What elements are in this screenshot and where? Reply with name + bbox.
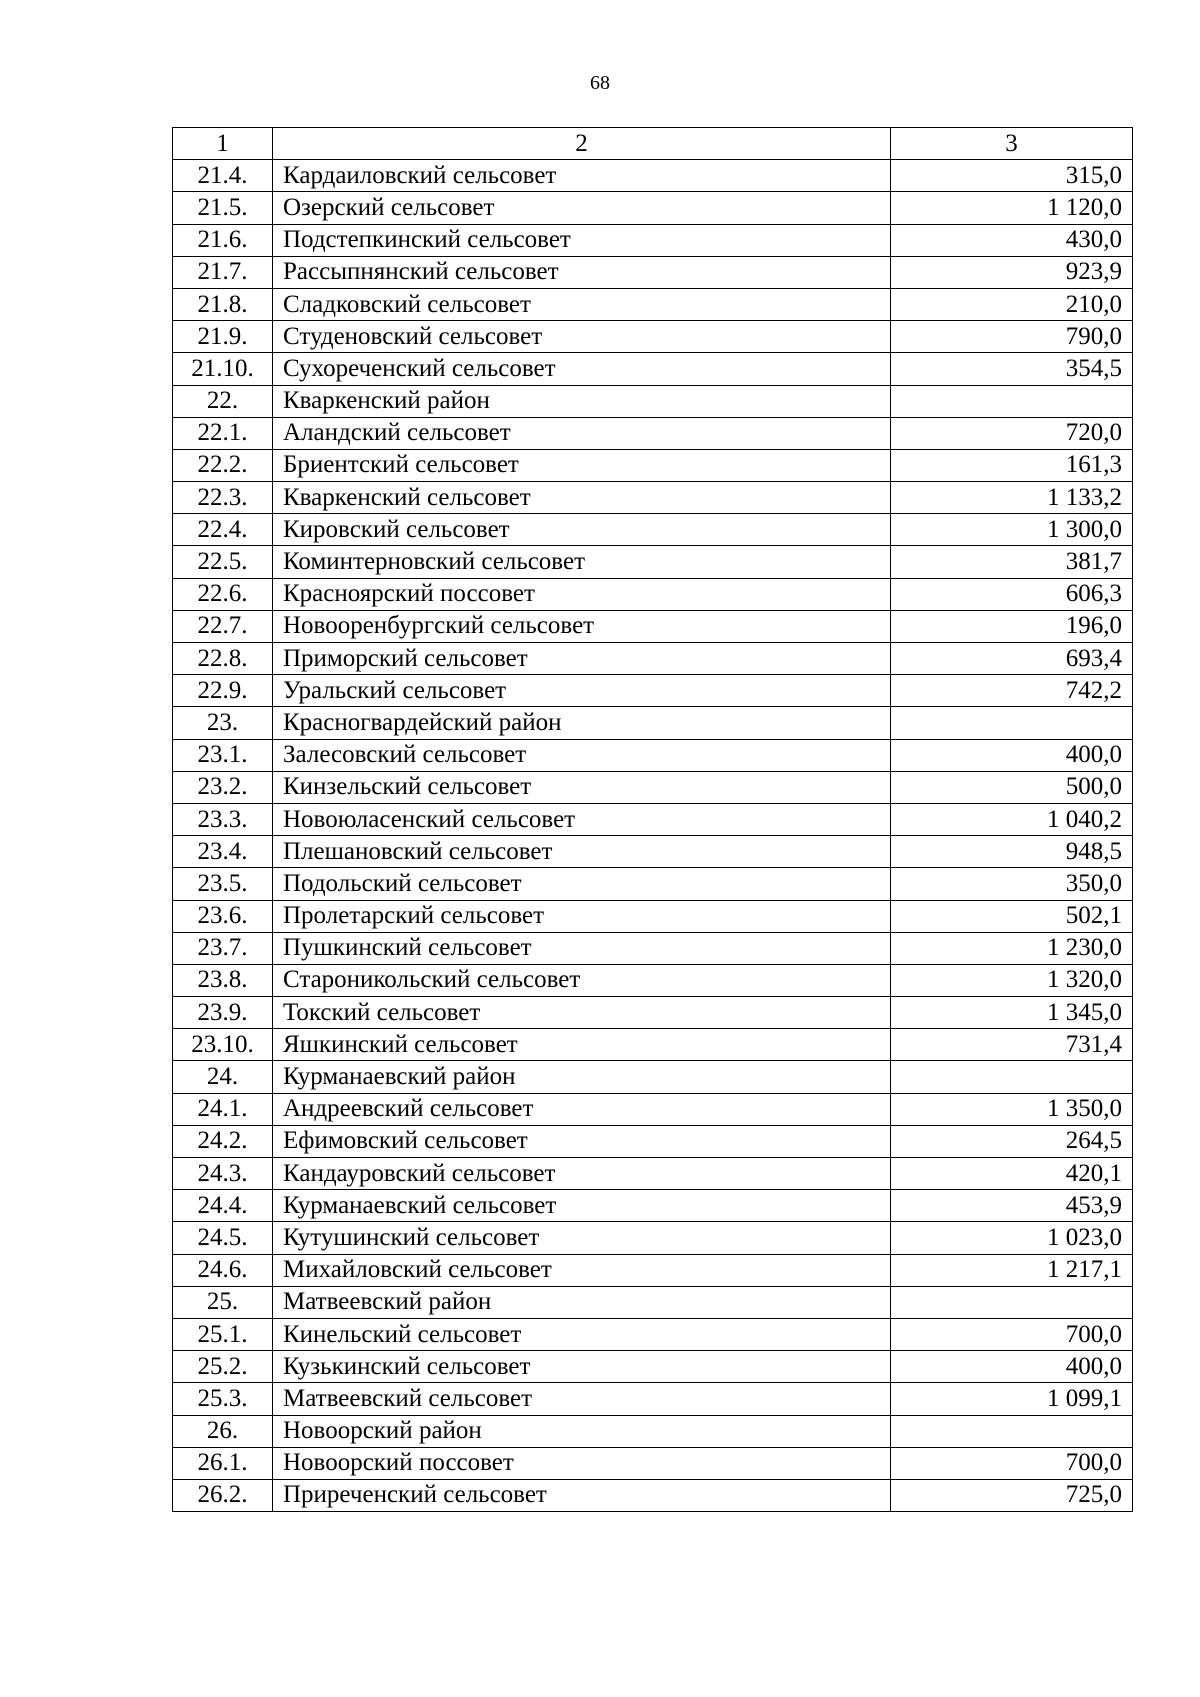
row-number: 21.6. <box>173 224 273 256</box>
row-number: 26.1. <box>173 1447 273 1479</box>
table-row <box>173 1125 1133 1157</box>
row-amount: 1 230,0 <box>891 932 1133 964</box>
district-row <box>173 707 1133 739</box>
table-row <box>173 868 1133 900</box>
row-amount <box>891 385 1133 417</box>
row-amount <box>891 707 1133 739</box>
row-amount: 315,0 <box>891 160 1133 192</box>
row-number: 23.8. <box>173 964 273 996</box>
row-number: 21.8. <box>173 288 273 320</box>
row-name: Кинельский сельсовет <box>273 1318 891 1350</box>
row-name: Токский сельсовет <box>273 997 891 1029</box>
row-amount: 700,0 <box>891 1447 1133 1479</box>
row-number: 24.2. <box>173 1125 273 1157</box>
table-row <box>173 1222 1133 1254</box>
table-row <box>173 224 1133 256</box>
row-number: 25.1. <box>173 1318 273 1350</box>
row-number: 23.4. <box>173 836 273 868</box>
row-number: 26.2. <box>173 1479 273 1511</box>
table-row <box>173 1447 1133 1479</box>
row-name: Приморский сельсовет <box>273 643 891 675</box>
table-row <box>173 353 1133 385</box>
row-amount: 1 345,0 <box>891 997 1133 1029</box>
table-row <box>173 1254 1133 1286</box>
row-amount: 1 023,0 <box>891 1222 1133 1254</box>
row-amount: 731,4 <box>891 1029 1133 1061</box>
row-name: Кандауровский сельсовет <box>273 1158 891 1190</box>
row-name: Кваркенский район <box>273 385 891 417</box>
page-number: 68 <box>590 72 610 94</box>
row-name: Кваркенский сельсовет <box>273 482 891 514</box>
row-number: 22. <box>173 385 273 417</box>
table-row <box>173 1093 1133 1125</box>
row-name: Плешановский сельсовет <box>273 836 891 868</box>
row-name: Староникольский сельсовет <box>273 964 891 996</box>
row-number: 23.5. <box>173 868 273 900</box>
table-row <box>173 932 1133 964</box>
row-number: 25.2. <box>173 1351 273 1383</box>
row-number: 23.10. <box>173 1029 273 1061</box>
table-row <box>173 482 1133 514</box>
row-number: 25. <box>173 1286 273 1318</box>
row-number: 23.3. <box>173 803 273 835</box>
row-number: 22.1. <box>173 417 273 449</box>
row-name: Новоорский поссовет <box>273 1447 891 1479</box>
row-number: 24.6. <box>173 1254 273 1286</box>
row-name: Подольский сельсовет <box>273 868 891 900</box>
row-amount: 948,5 <box>891 836 1133 868</box>
row-amount: 790,0 <box>891 321 1133 353</box>
row-amount: 923,9 <box>891 256 1133 288</box>
row-name: Андреевский сельсовет <box>273 1093 891 1125</box>
row-number: 23.1. <box>173 739 273 771</box>
row-name: Яшкинский сельсовет <box>273 1029 891 1061</box>
row-name: Красноярский поссовет <box>273 578 891 610</box>
row-amount: 502,1 <box>891 900 1133 932</box>
row-name: Бриентский сельсовет <box>273 449 891 481</box>
row-amount: 1 350,0 <box>891 1093 1133 1125</box>
table-row <box>173 771 1133 803</box>
table-row <box>173 964 1133 996</box>
table-row <box>173 160 1133 192</box>
allocation-table <box>172 127 1133 1512</box>
table-row <box>173 321 1133 353</box>
table-row <box>173 1029 1133 1061</box>
row-number: 22.4. <box>173 514 273 546</box>
district-row <box>173 385 1133 417</box>
table-row <box>173 1479 1133 1511</box>
row-name: Озерский сельсовет <box>273 192 891 224</box>
row-amount: 742,2 <box>891 675 1133 707</box>
row-name: Кинзельский сельсовет <box>273 771 891 803</box>
table-row <box>173 1318 1133 1350</box>
row-number: 24.4. <box>173 1190 273 1222</box>
row-amount <box>891 1415 1133 1447</box>
row-amount: 1 040,2 <box>891 803 1133 835</box>
table-row <box>173 997 1133 1029</box>
row-amount: 400,0 <box>891 1351 1133 1383</box>
row-amount <box>891 1286 1133 1318</box>
table-row <box>173 1351 1133 1383</box>
row-amount: 453,9 <box>891 1190 1133 1222</box>
row-name: Кардаиловский сельсовет <box>273 160 891 192</box>
table-row <box>173 417 1133 449</box>
row-amount: 725,0 <box>891 1479 1133 1511</box>
row-number: 21.9. <box>173 321 273 353</box>
row-name: Рассыпнянский сельсовет <box>273 256 891 288</box>
row-number: 24.3. <box>173 1158 273 1190</box>
row-name: Матвеевский сельсовет <box>273 1383 891 1415</box>
row-number: 22.9. <box>173 675 273 707</box>
row-amount: 1 099,1 <box>891 1383 1133 1415</box>
table-row <box>173 803 1133 835</box>
row-name: Приреченский сельсовет <box>273 1479 891 1511</box>
row-amount: 354,5 <box>891 353 1133 385</box>
column-header-amount: 3 <box>891 128 1133 160</box>
row-name: Залесовский сельсовет <box>273 739 891 771</box>
table-row <box>173 1190 1133 1222</box>
row-amount: 720,0 <box>891 417 1133 449</box>
table-row <box>173 1383 1133 1415</box>
row-amount: 606,3 <box>891 578 1133 610</box>
row-amount <box>891 1061 1133 1093</box>
table-row <box>173 610 1133 642</box>
row-name: Кузькинский сельсовет <box>273 1351 891 1383</box>
row-name: Аландский сельсовет <box>273 417 891 449</box>
row-name: Коминтерновский сельсовет <box>273 546 891 578</box>
row-name: Кутушинский сельсовет <box>273 1222 891 1254</box>
table-row <box>173 514 1133 546</box>
row-number: 23.9. <box>173 997 273 1029</box>
table-row <box>173 256 1133 288</box>
row-amount: 1 320,0 <box>891 964 1133 996</box>
row-number: 21.4. <box>173 160 273 192</box>
table-row <box>173 675 1133 707</box>
row-number: 24.1. <box>173 1093 273 1125</box>
row-amount: 350,0 <box>891 868 1133 900</box>
row-amount: 1 217,1 <box>891 1254 1133 1286</box>
row-number: 21.10. <box>173 353 273 385</box>
row-number: 24.5. <box>173 1222 273 1254</box>
row-amount: 420,1 <box>891 1158 1133 1190</box>
table-header-row <box>173 128 1133 160</box>
column-header-name: 2 <box>273 128 891 160</box>
table-row <box>173 288 1133 320</box>
table-row <box>173 1158 1133 1190</box>
row-amount: 210,0 <box>891 288 1133 320</box>
row-number: 23. <box>173 707 273 739</box>
row-name: Красногвардейский район <box>273 707 891 739</box>
district-row <box>173 1286 1133 1318</box>
row-number: 25.3. <box>173 1383 273 1415</box>
row-name: Михайловский сельсовет <box>273 1254 891 1286</box>
row-number: 24. <box>173 1061 273 1093</box>
column-header-number: 1 <box>173 128 273 160</box>
table-row <box>173 739 1133 771</box>
table-row <box>173 643 1133 675</box>
row-amount: 161,3 <box>891 449 1133 481</box>
table-row <box>173 900 1133 932</box>
row-amount: 1 300,0 <box>891 514 1133 546</box>
row-number: 23.2. <box>173 771 273 803</box>
table-row <box>173 192 1133 224</box>
row-name: Кировский сельсовет <box>273 514 891 546</box>
row-amount: 196,0 <box>891 610 1133 642</box>
row-name: Ефимовский сельсовет <box>273 1125 891 1157</box>
row-amount: 381,7 <box>891 546 1133 578</box>
row-name: Студеновский сельсовет <box>273 321 891 353</box>
row-name: Курманаевский район <box>273 1061 891 1093</box>
row-number: 22.3. <box>173 482 273 514</box>
row-amount: 693,4 <box>891 643 1133 675</box>
row-number: 22.5. <box>173 546 273 578</box>
row-amount: 400,0 <box>891 739 1133 771</box>
row-name: Курманаевский сельсовет <box>273 1190 891 1222</box>
row-amount: 700,0 <box>891 1318 1133 1350</box>
row-name: Новоорский район <box>273 1415 891 1447</box>
row-number: 23.6. <box>173 900 273 932</box>
table-row <box>173 836 1133 868</box>
row-number: 22.7. <box>173 610 273 642</box>
table-row <box>173 578 1133 610</box>
row-number: 22.8. <box>173 643 273 675</box>
row-number: 26. <box>173 1415 273 1447</box>
row-amount: 500,0 <box>891 771 1133 803</box>
table-body <box>173 128 1133 1512</box>
row-number: 21.7. <box>173 256 273 288</box>
row-number: 21.5. <box>173 192 273 224</box>
row-amount: 1 120,0 <box>891 192 1133 224</box>
table-row <box>173 449 1133 481</box>
row-number: 23.7. <box>173 932 273 964</box>
row-number: 22.6. <box>173 578 273 610</box>
row-name: Сладковский сельсовет <box>273 288 891 320</box>
row-name: Подстепкинский сельсовет <box>273 224 891 256</box>
row-name: Новооренбургский сельсовет <box>273 610 891 642</box>
row-name: Уральский сельсовет <box>273 675 891 707</box>
table-row <box>173 546 1133 578</box>
row-name: Новоюласенский сельсовет <box>273 803 891 835</box>
row-number: 22.2. <box>173 449 273 481</box>
row-name: Пролетарский сельсовет <box>273 900 891 932</box>
row-name: Матвеевский район <box>273 1286 891 1318</box>
row-amount: 430,0 <box>891 224 1133 256</box>
row-name: Пушкинский сельсовет <box>273 932 891 964</box>
row-name: Сухореченский сельсовет <box>273 353 891 385</box>
district-row <box>173 1415 1133 1447</box>
district-row <box>173 1061 1133 1093</box>
row-amount: 1 133,2 <box>891 482 1133 514</box>
row-amount: 264,5 <box>891 1125 1133 1157</box>
